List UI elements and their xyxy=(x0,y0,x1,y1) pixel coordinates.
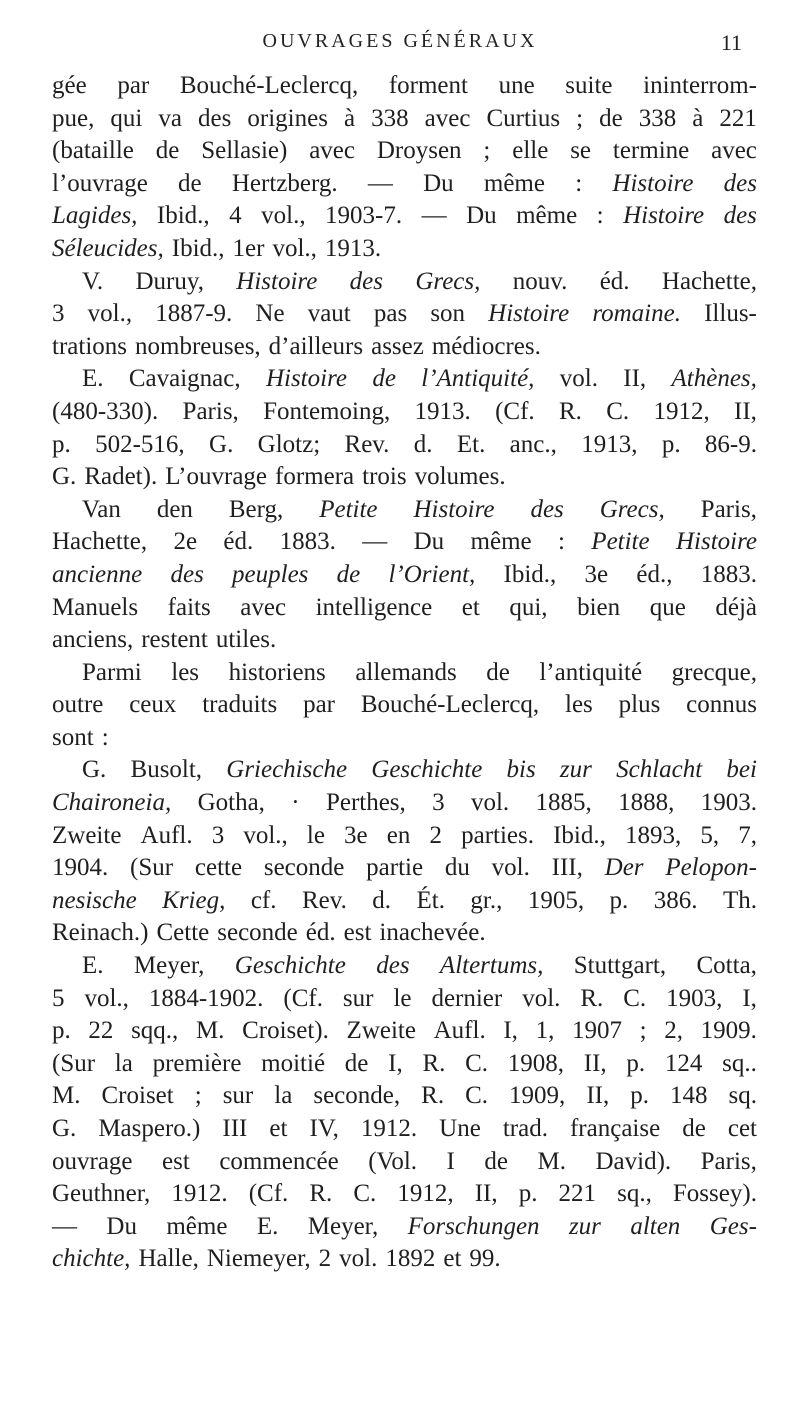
text-line: V. Duruy, Histoire des Grecs, nouv. éd. Hachette, xyxy=(82,267,757,295)
text-line: G. Maspero.) III et IV, 1912. Une trad. française de cet xyxy=(52,1115,757,1142)
text-line: Manuels faits avec intelligence et qui, bien que déjà xyxy=(52,593,757,621)
text-line: sont : xyxy=(52,723,109,751)
text-line: Zweite Aufl. 3 vol., le 3e en 2 parties. Ibid., 1893, 5, 7, xyxy=(52,821,757,849)
text-line: gée par Bouché-Leclercq, forment une suite ininterrom- xyxy=(52,72,757,99)
body-text xyxy=(52,70,757,1276)
text-line: ouvrage est commencée (Vol. I de M. David). Paris, xyxy=(52,1147,757,1175)
text-line: E. Cavaignac, Histoire de l’Antiquité, vol. II, Athènes, xyxy=(82,365,757,393)
text-line: trations nombreuses, d’ailleurs assez médiocres. xyxy=(52,332,541,360)
text-line: anciens, restent utiles. xyxy=(52,626,277,654)
text-line: Van den Berg, Petite Histoire des Grecs, Paris, xyxy=(82,495,757,523)
text-line: Geuthner, 1912. (Cf. R. C. 1912, II, p. 221 sq., Fossey). xyxy=(52,1180,757,1208)
running-head: OUVRAGES GÉNÉRAUX xyxy=(262,30,538,52)
text-line: nesische Krieg, cf. Rev. d. Ét. gr., 1905, p. 386. Th. xyxy=(52,886,757,914)
text-line: M. Croiset ; sur la seconde, R. C. 1909, II, p. 148 sq. xyxy=(52,1082,757,1110)
text-line: G. Busolt, Griechische Geschichte bis zur Schlacht bei xyxy=(82,756,757,784)
text-line: 1904. (Sur cette seconde partie du vol. III, Der Pelopon- xyxy=(52,854,757,882)
text-line: 5 vol., 1884-1902. (Cf. sur le dernier vol. R. C. 1903, I, xyxy=(52,984,757,1012)
text-line: (Sur la première moitié de I, R. C. 1908, II, p. 124 sq.. xyxy=(52,1049,757,1077)
page-header xyxy=(0,30,800,70)
page-number: 11 xyxy=(720,30,742,55)
text-line: p. 22 sqq., M. Croiset). Zweite Aufl. I, 1, 1907 ; 2, 1909. xyxy=(52,1017,757,1045)
text-line: G. Radet). L’ouvrage formera trois volumes. xyxy=(52,463,506,491)
text-line: Chaironeia, Gotha, · Perthes, 3 vol. 1885, 1888, 1903. xyxy=(52,789,757,817)
text-line: ancienne des peuples de l’Orient, Ibid., 3e éd., 1883. xyxy=(52,560,757,588)
text-line: Lagides, Ibid., 4 vol., 1903-7. — Du même : Histoire des xyxy=(52,202,757,230)
text-line: p. 502-516, G. Glotz; Rev. d. Et. anc., 1913, p. 86-9. xyxy=(52,430,757,458)
text-line: Parmi les historiens allemands de l’antiquité grecque, xyxy=(82,658,757,686)
text-line: 3 vol., 1887-9. Ne vaut pas son Histoire romaine. Illus- xyxy=(52,300,757,328)
text-line: — Du même E. Meyer, Forschungen zur alten Ges- xyxy=(52,1212,757,1240)
text-line: pue, qui va des origines à 338 avec Curtius ; de 338 à 221 xyxy=(52,104,757,132)
text-line: outre ceux traduits par Bouché-Leclercq, les plus connus xyxy=(52,691,757,719)
text-line: E. Meyer, Geschichte des Altertums, Stuttgart, Cotta, xyxy=(82,952,757,980)
text-line: Séleucides, Ibid., 1er vol., 1913. xyxy=(52,234,382,262)
text-line: l’ouvrage de Hertzberg. — Du même : Histoire des xyxy=(52,169,757,197)
text-line: (bataille de Sellasie) avec Droysen ; elle se termine avec xyxy=(52,137,757,165)
text-line: Hachette, 2e éd. 1883. — Du même : Petite Histoire xyxy=(52,528,757,556)
text-line: chichte, Halle, Niemeyer, 2 vol. 1892 et 99. xyxy=(52,1245,501,1273)
text-line: (480-330). Paris, Fontemoing, 1913. (Cf. R. C. 1912, II, xyxy=(52,397,757,425)
text-line: Reinach.) Cette seconde éd. est inachevée. xyxy=(52,919,486,947)
